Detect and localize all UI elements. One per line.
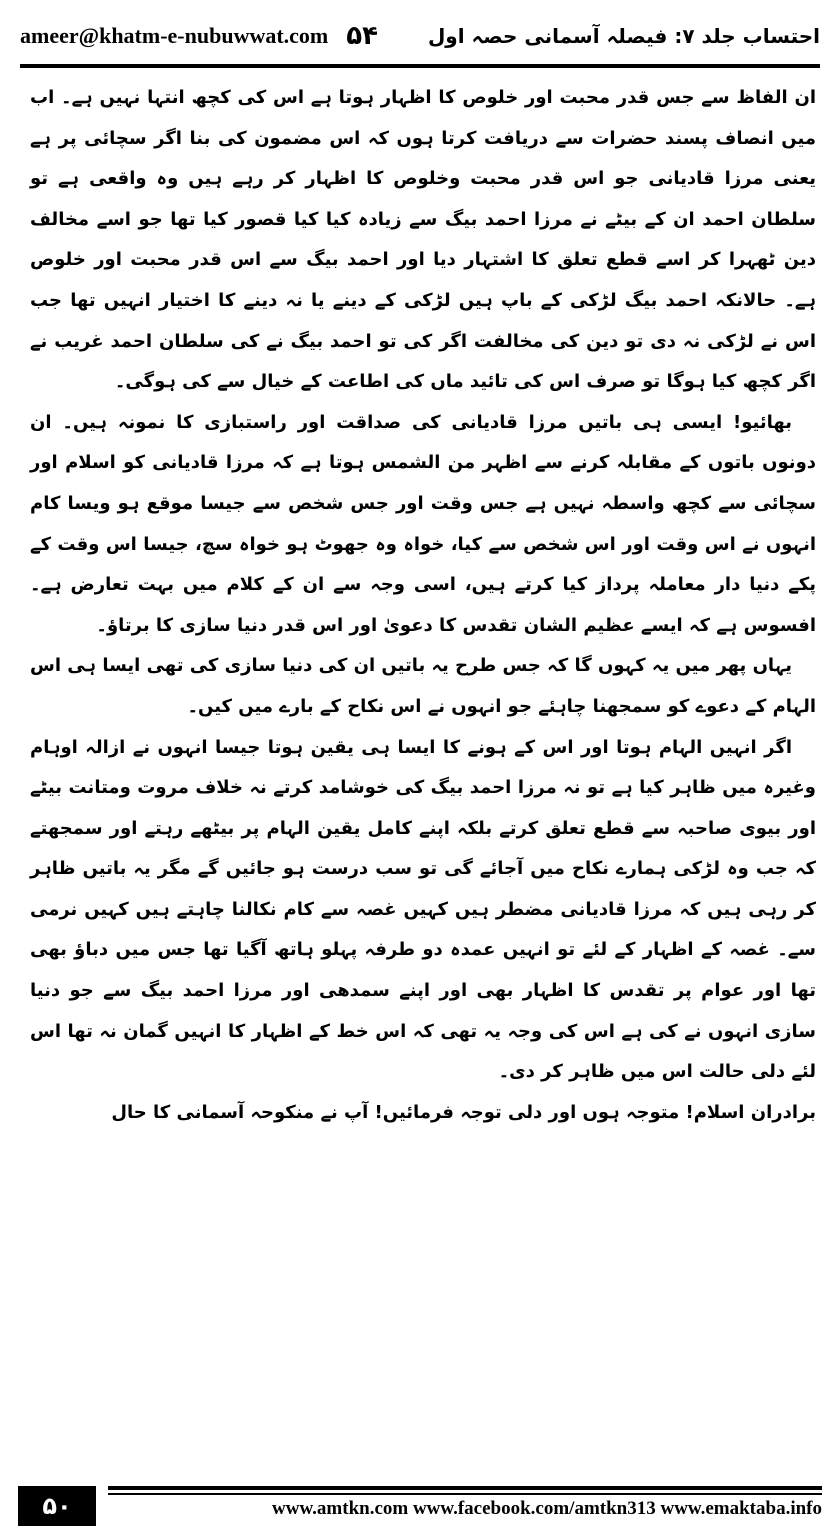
footer-divider <box>108 1486 822 1490</box>
page-body <box>30 78 816 1133</box>
header-email: ameer@khatm-e-nubuwwat.com <box>20 23 329 48</box>
body-paragraph-5: برادران اسلام! متوجہ ہوں اور دلی توجہ فرمائیں! آپ نے منکوحہ آسمانی کا حال <box>111 1101 816 1123</box>
footer-links: www.amtkn.com www.facebook.com/amtkn313 www.emaktaba.info <box>272 1498 822 1519</box>
body-paragraph-4: اگر انہیں الہام ہوتا اور اس کے ہونے کا ایسا ہی یقین ہوتا جیسا انہوں نے ازالہ اوہام وغیرہ میں ظاہر کیا ہے تو نہ مرزا احمد بیگ کی خوشامد کرتے نہ خلاف مروت ومتانت بیٹے اور بیوی صاحبہ سے قطع تعلق کرتے بلکہ اپنے کامل یقین الہام پر بیٹھے رہتے اور سمجھتے کہ جب وہ لڑکی ہمارے نکاح میں آجائے گی تو سب درست ہو جائیں گے مگر یہ باتیں ظاہر کر رہی ہیں کہ مرزا قادیانی مضطر ہیں کہیں غصہ سے کام نکالنا چاہتے ہیں کہیں نرمی سے۔ غصہ کے اظہار کے لئے تو انہیں عمدہ دو طرفہ پہلو ہاتھ آگیا تھا جس میں دباؤ بھی تھا اور عوام پر تقدس کا اظہار بھی اور اپنے سمدھی اور مرزا احمد بیگ سے جو دنیا سازی انہوں نے کی ہے اس کی وجہ یہ تھی کہ اس خط کے اظہار کا انہیں گمان نہ تھا اس لئے دلی حالت اس میں ظاہر کر دی۔ <box>30 736 816 1083</box>
footer-divider-thin <box>108 1493 822 1495</box>
header-page-number: ۵۴ <box>346 21 379 51</box>
page-header <box>20 14 820 58</box>
body-paragraph-2: بھائیو! ایسی ہی باتیں مرزا قادیانی کی صداقت اور راستبازی کا نمونہ ہیں۔ ان دونوں باتوں کے مقابلہ کرنے سے اظہر من الشمس ہوتا ہے کہ مرزا قادیانی کو اسلام اور سچائی سے کچھ واسطہ نہیں ہے جس وقت اور جس شخص سے جیسا موقع ہو ویسا کام انہوں نے اس وقت اور اس شخص سے کیا، خواہ وہ جھوٹ ہو خواہ سچ، جیسا اس وقت کے پکے دنیا دار معاملہ پرداز کیا کرتے ہیں، اسی وجہ سے ان کے کلام میں بہت تعارض ہے۔ افسوس ہے کہ ایسے عظیم الشان تقدس کا دعویٰ اور اس قدر دنیا سازی کا برتاؤ۔ <box>30 411 816 636</box>
header-book-title: احتساب جلد ۷: فیصلہ آسمانی حصہ اول <box>427 24 820 48</box>
header-left <box>20 21 378 51</box>
page-footer <box>18 1486 822 1532</box>
footer-page-number: ۵۰ <box>18 1486 96 1526</box>
body-paragraph-3: یہاں پھر میں یہ کہوں گا کہ جس طرح یہ باتیں ان کی دنیا سازی کی تھی ایسا ہی اس الہام کے دعوے کو سمجھنا چاہئے جو انہوں نے اس نکاح کے بارے میں کیں۔ <box>30 655 816 717</box>
body-paragraph-1: ان الفاظ سے جس قدر محبت اور خلوص کا اظہار ہوتا ہے اس کی کچھ انتہا نہیں ہے۔ اب میں انصاف پسند حضرات سے دریافت کرتا ہوں کہ اس مضمون کی بنا اگر سچائی پر ہے یعنی مرزا قادیانی جو اس قدر محبت وخلوص کا اظہار کر رہے ہیں وہ واقعی ہے تو سلطان احمد ان کے بیٹے نے مرزا احمد بیگ سے زیادہ کیا کیا قصور کیا تھا جو اسے مخالف دین ٹھہرا کر اسے قطع تعلق کا اشتہار دیا اور احمد بیگ سے اس قدر محبت اور خلوص ہے۔ حالانکہ احمد بیگ لڑکی کے باپ ہیں لڑکی کے دینے یا نہ دینے کا اختیار انہیں تھا جب اس نے لڑکی نہ دی تو دین کی مخالفت اگر کی تو احمد بیگ نے کی سلطان احمد غریب نے اگر کچھ کیا ہوگا تو صرف اس کی تائید ماں کی اطاعت کے خیال سے کی ہوگی۔ <box>30 87 816 393</box>
header-divider <box>20 64 820 68</box>
